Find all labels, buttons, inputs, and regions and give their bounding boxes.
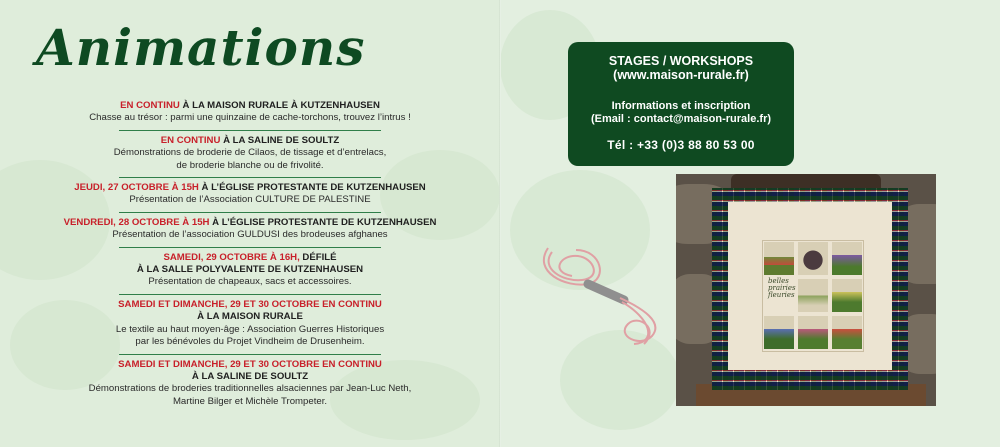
event-item bbox=[40, 135, 460, 175]
page-fold bbox=[499, 0, 501, 447]
embroidery-lettering: belles prairies fleuries bbox=[768, 277, 796, 299]
thread-bobbin-icon bbox=[532, 232, 672, 352]
workshop-info-box bbox=[568, 42, 794, 166]
divider bbox=[119, 177, 381, 178]
event-place: À L’ÉGLISE PROTESTANTE DE KUTZENHAUSEN bbox=[198, 182, 426, 194]
event-description: de broderie blanche ou de frivolité. bbox=[176, 159, 324, 171]
event-highlight: EN CONTINU bbox=[120, 100, 180, 111]
info-phone: Tél : +33 (0)3 88 80 53 00 bbox=[607, 138, 755, 152]
event-description: Démonstrations de broderie de Cilaos, de tissage et d’entrelacs, bbox=[113, 147, 387, 159]
event-place: À LA MAISON RURALE À KUTZENHAUSEN bbox=[179, 100, 380, 111]
event-item bbox=[40, 299, 460, 352]
embroidered-cushion-photo bbox=[676, 174, 936, 406]
event-highlight: SAMEDI ET DIMANCHE, 29 ET 30 OCTOBRE EN CONTINU bbox=[118, 358, 382, 370]
event-description: Martine Bilger et Michèle Trompeter. bbox=[172, 395, 328, 407]
event-item bbox=[40, 217, 460, 245]
event-highlight: SAMEDI, 29 OCTOBRE À 16H, bbox=[163, 251, 300, 263]
event-place: À L’ÉGLISE PROTESTANTE DE KUTZENHAUSEN bbox=[209, 216, 437, 228]
event-place: À LA SALINE DE SOULTZ bbox=[220, 134, 340, 146]
page-title: Animations bbox=[36, 18, 366, 77]
event-item bbox=[40, 182, 460, 210]
event-description: Présentation de chapeaux, sacs et accessoires. bbox=[148, 276, 352, 288]
event-place: À LA MAISON RURALE bbox=[197, 311, 303, 323]
divider bbox=[119, 247, 381, 248]
event-highlight: JEUDI, 27 OCTOBRE À 15H bbox=[74, 182, 199, 194]
event-list bbox=[40, 100, 460, 411]
divider bbox=[119, 130, 381, 131]
info-website[interactable]: (www.maison-rurale.fr) bbox=[613, 68, 749, 82]
event-highlight: SAMEDI ET DIMANCHE, 29 ET 30 OCTOBRE EN CONTINU bbox=[118, 298, 382, 310]
event-item bbox=[40, 252, 460, 292]
event-highlight: EN CONTINU bbox=[160, 134, 221, 146]
event-description: Chasse au trésor : parmi une quinzaine de cache-torchons, trouvez l’intrus ! bbox=[89, 112, 411, 124]
event-description: Le textile au haut moyen-âge : Association Guerres Historiques bbox=[115, 323, 385, 335]
divider bbox=[119, 294, 381, 295]
event-description: Présentation de l’Association CULTURE DE PALESTINE bbox=[129, 194, 371, 206]
event-place: DÉFILÉ bbox=[299, 251, 337, 263]
info-registration: Informations et inscription bbox=[611, 100, 751, 112]
info-title: STAGES / WORKSHOPS bbox=[608, 54, 754, 68]
event-place: À LA SALINE DE SOULTZ bbox=[191, 370, 309, 382]
event-place: À LA SALLE POLYVALENTE DE KUTZENHAUSEN bbox=[136, 264, 364, 276]
divider bbox=[119, 212, 381, 213]
event-description: Démonstrations de broderies traditionnelles alsaciennes par Jean-Luc Neth, bbox=[88, 383, 412, 395]
event-highlight: VENDREDI, 28 OCTOBRE À 15H bbox=[63, 216, 210, 228]
info-email[interactable]: (Email : contact@maison-rurale.fr) bbox=[590, 113, 772, 125]
divider bbox=[119, 354, 381, 355]
event-item bbox=[40, 100, 460, 128]
event-description: Présentation de l’association GULDUSI des brodeuses afghanes bbox=[112, 229, 388, 241]
event-item bbox=[40, 359, 460, 412]
event-description: par les bénévoles du Projet Vindheim de Drusenheim. bbox=[135, 336, 365, 348]
